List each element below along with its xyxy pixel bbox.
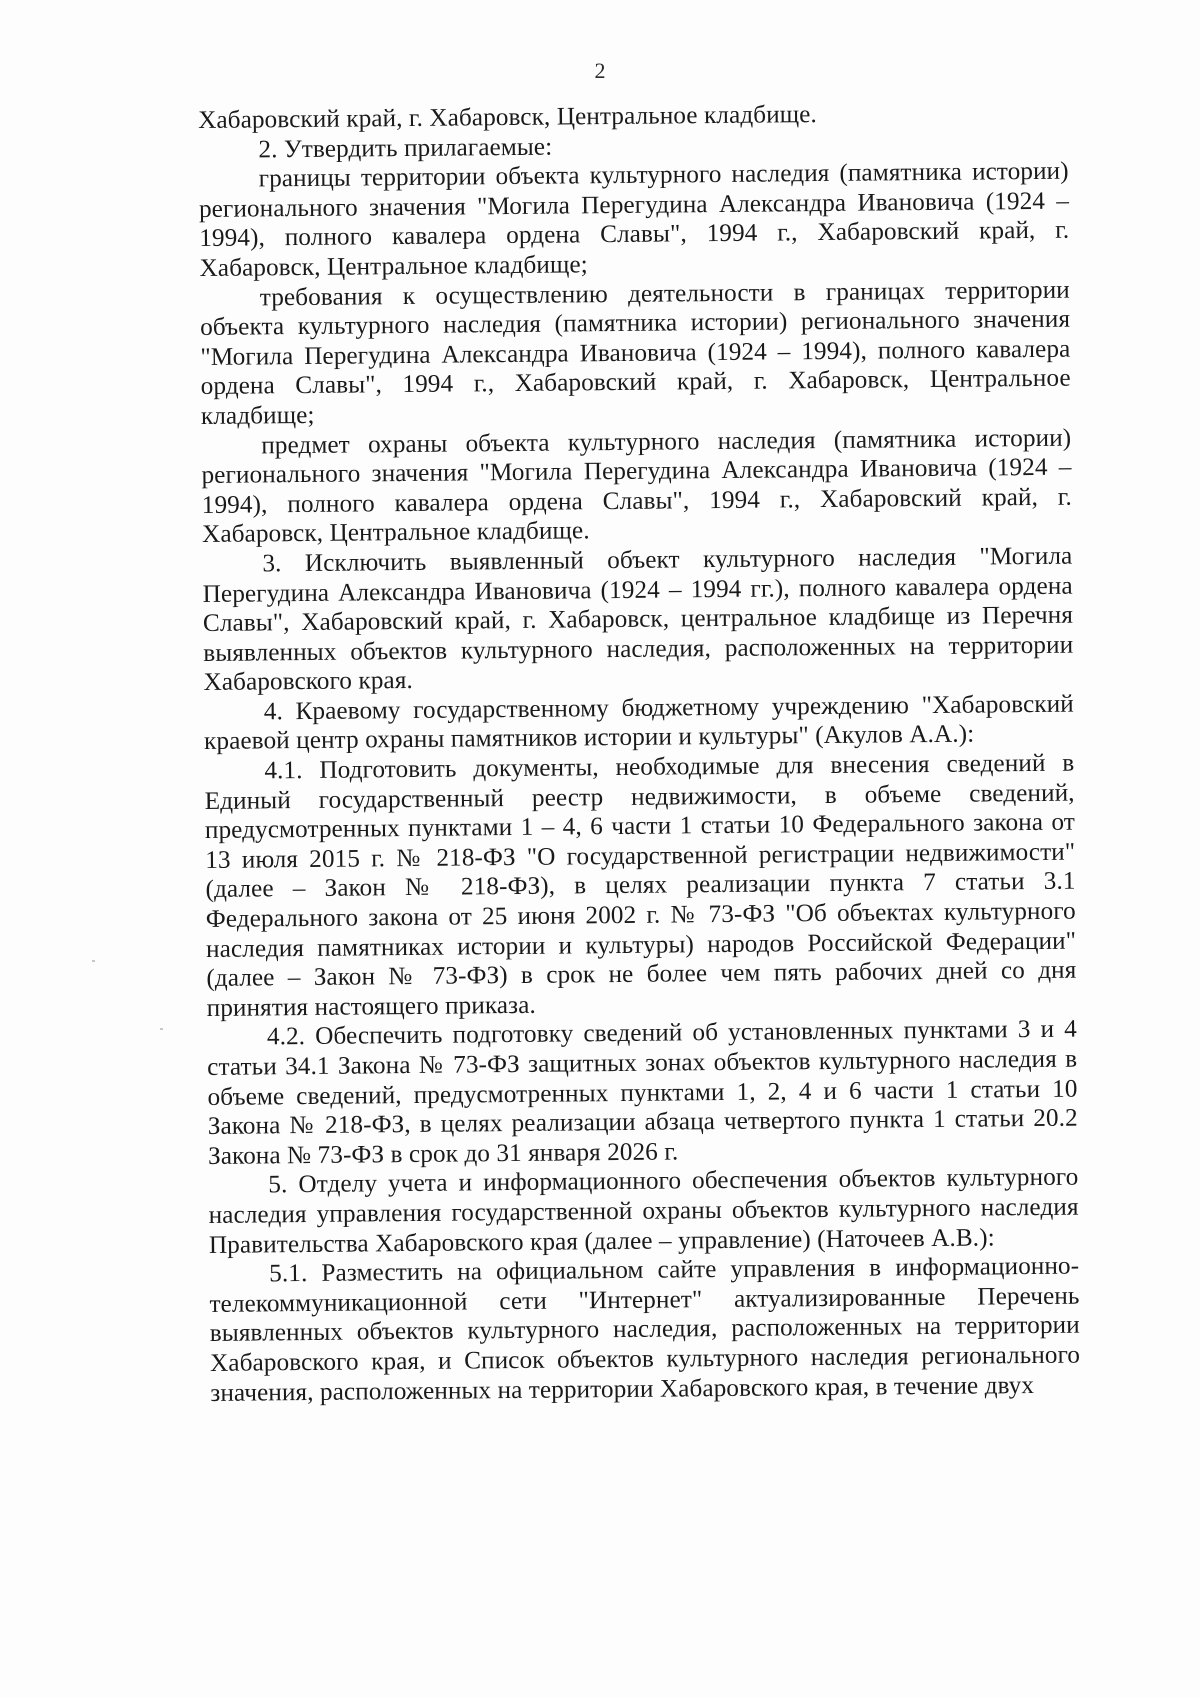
paragraph-requirements: требования к осуществлению деятельности в границах территории объекта культурного наследия (памятника истории) регионального значения "Могила Перегудина Александра Ивановича (1924 – 1994), полного кавалера ордена Славы", 1994 г., Хабаровский край, г. Хабаровск, Центральное кладбище; bbox=[199, 276, 1071, 430]
scan-dot bbox=[160, 1028, 163, 1030]
paragraph-item-4-2: 4.2. Обеспечить подготовку сведений об установленных пунктами 3 и 4 статьи 34.1 Закона № 73-ФЗ защитных зонах объектов культурного наследия в объеме сведений, предусмотренных пунктами 1, 2, 4 и 6 части 1 статьи 10 Закона № 218-ФЗ, в целях реализации абзаца четвертого пункта 1 статьи 20.2 Закона № 73-ФЗ в срок до 31 января 2026 г. bbox=[207, 1016, 1078, 1170]
paragraph-boundaries: границы территории объекта культурного наследия (памятника истории) регионального значения "Могила Перегудина Александра Ивановича (1924 – 1994), полного кавалера ордена Славы", 1994 г., Хабаровский край, г. Хабаровск, Центральное кладбище; bbox=[198, 157, 1070, 282]
scan-dot bbox=[92, 960, 95, 962]
paragraph-item-4: 4. Краевому государственному бюджетному учреждению "Хабаровский краевой центр охраны памятников истории и культуры" (Акулов А.А.): bbox=[203, 690, 1074, 756]
paragraph-protection-subject: предмет охраны объекта культурного наследия (памятника истории) регионального значения "Могила Перегудина Александра Ивановича (1924 – 1994), полного кавалера ордена Славы", 1994 г., Хабаровский край, г. Хабаровск, Центральное кладбище. bbox=[201, 424, 1072, 549]
paragraph-item-5: 5. Отделу учета и информационного обеспечения объектов культурного наследия управления государственной охраны объектов культурного наследия Правительства Хабаровского края (далее – управление) (Наточеев А.В.): bbox=[208, 1163, 1079, 1259]
paragraph-item-5-1: 5.1. Разместить на официальном сайте управления в информационно-телекоммуникационной сети "Интернет" актуализированные Перечень выявленных объектов культурного наследия, расположенных на территории Хабаровского края, и Список объектов культурного наследия регионального значения, расположенных на территории Хабаровского края, в течение двух bbox=[209, 1252, 1081, 1407]
paragraph-continuation: Хабаровский край, г. Хабаровск, Центральное кладбище. bbox=[198, 101, 818, 134]
paragraph-item-4-1: 4.1. Подготовить документы, необходимые для внесения сведений в Единый государственный реестр недвижимости, в объеме сведений, предусмотренных пунктами 1 – 4, 6 части 1 статьи 10 Федерального закона от 13 июля 2015 г. № 218-ФЗ "О государственной регистрации недвижимости" (далее – Закон № 218-ФЗ), в целях реализации пункта 7 статьи 3.1 Федерального закона от 25 июня 2002 г. № 73-ФЗ "Об объектах культурного наследия памятниках истории и культуры) народов Российской Федерации" (далее – Закон № 73-ФЗ) в срок не более чем пять рабочих дней со дня принятия настоящего приказа. bbox=[204, 749, 1077, 1022]
paragraph-item-3: 3. Исключить выявленный объект культурного наследия "Могила Перегудина Александра Ивановича (1924 – 1994 гг.), полного кавалера ордена Славы", Хабаровский край, г. Хабаровск, центральное кладбище из Перечня выявленных объектов культурного наследия, расположенных на территории Хабаровского края. bbox=[202, 542, 1074, 697]
page-number: 2 bbox=[594, 58, 606, 83]
paragraph-item-2: 2. Утвердить прилагаемые: bbox=[258, 133, 553, 164]
document-body bbox=[198, 98, 1080, 1408]
